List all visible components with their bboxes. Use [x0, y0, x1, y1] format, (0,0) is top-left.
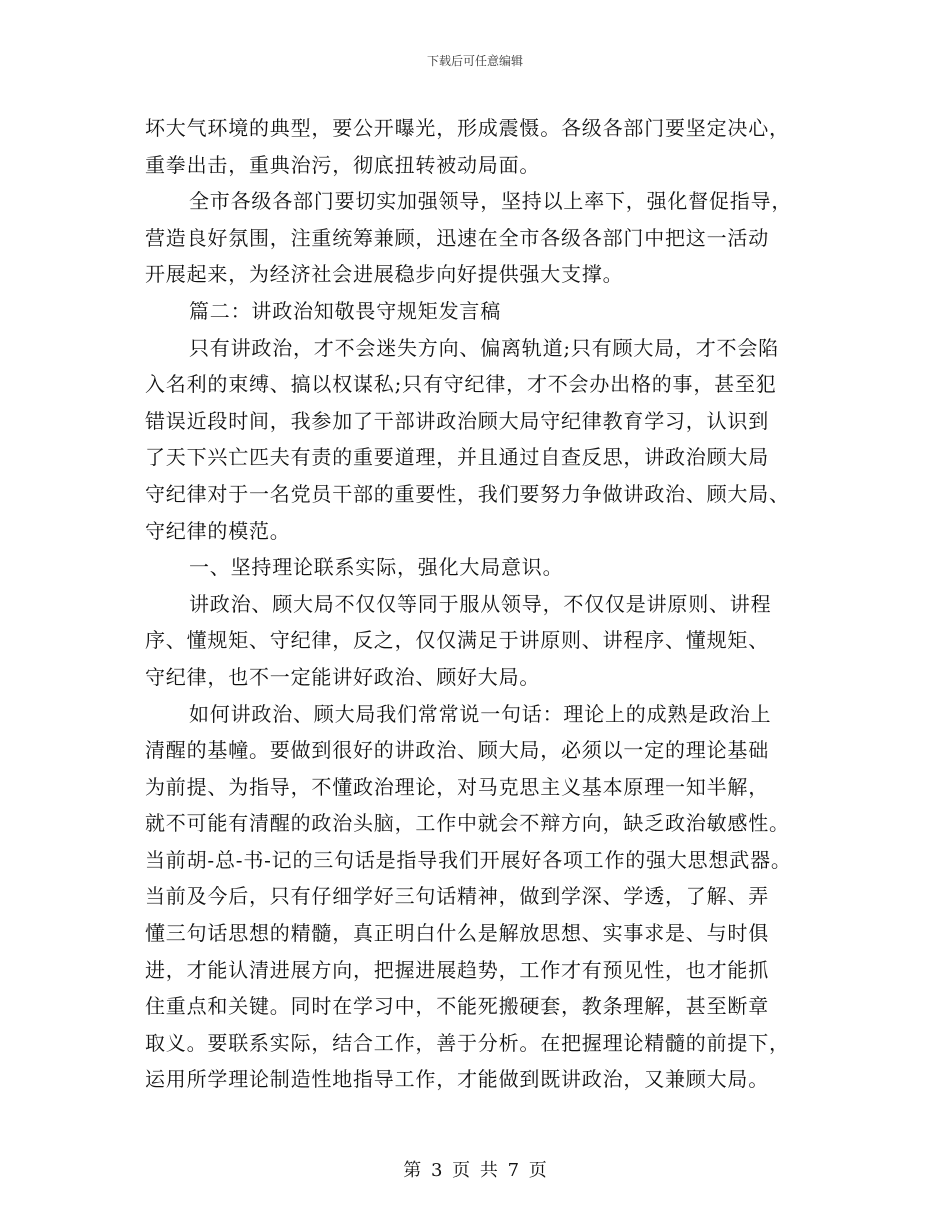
text-line: 重拳出击，重典治污，彻底扭转被动局面。	[145, 152, 541, 177]
text-line: 住重点和关键。同时在学习中，不能死搬硬套，教条理解，甚至断章	[145, 994, 769, 1019]
text-line: 开展起来，为经济社会进展稳步向好提供强大支撑。	[145, 262, 624, 287]
text-line: 营造良好氛围，注重统筹兼顾，迅速在全市各级各部门中把这一活动	[145, 225, 769, 250]
text-line: 为前提、为指导，不懂政治理论，对马克思主义基本原理一知半解，	[145, 774, 769, 799]
text-line: 当前胡-总-书-记的三句话是指导我们开展好各项工作的强大思想武器。	[145, 847, 792, 872]
text-line: 进，才能认清进展方向，把握进展趋势，工作才有预见性，也才能抓	[145, 957, 769, 982]
text-line: 守纪律，也不一定能讲好政治、顾好大局。	[145, 664, 541, 689]
page-footer: 第 3 页 共 7 页	[403, 1160, 547, 1181]
text-line: 序、懂规矩、守纪律，反之，仅仅满足于讲原则、讲程序、懂规矩、	[145, 628, 769, 653]
text-line: 清醒的基幢。要做到很好的讲政治、顾大局，必须以一定的理论基础	[145, 738, 769, 763]
page-header: 下载后可任意编辑	[426, 54, 523, 68]
text-line: 懂三句话思想的精髓，真正明白什么是解放思想、实事求是、与时俱	[145, 921, 769, 946]
text-line: 如何讲政治、顾大局我们常常说一句话：理论上的成熟是政治上	[189, 701, 772, 726]
subsection-heading: 一、坚持理论联系实际，强化大局意识。	[189, 555, 564, 580]
section-heading: 篇二：讲政治知敬畏守规矩发言稿	[189, 298, 501, 323]
document-body	[145, 110, 825, 1098]
text-line: 守纪律对于一名党员干部的重要性，我们要努力争做讲政治、顾大局、	[145, 481, 790, 506]
text-line: 入名利的束缚、搞以权谋私;只有守纪律，才不会办出格的事，甚至犯	[145, 372, 777, 397]
text-line: 了天下兴亡匹夫有责的重要道理，并且通过自查反思，讲政治顾大局	[145, 445, 769, 470]
text-line: 守纪律的模范。	[145, 518, 291, 543]
text-line: 运用所学理论制造性地指导工作，才能做到既讲政治，又兼顾大局。	[145, 1067, 769, 1092]
text-line: 讲政治、顾大局不仅仅等同于服从领导，不仅仅是讲原则、讲程	[189, 591, 772, 616]
text-line: 全市各级各部门要切实加强领导，坚持以上率下，强化督促指导，	[189, 189, 793, 214]
text-line: 只有讲政治，才不会迷失方向、偏离轨道;只有顾大局，才不会陷	[189, 335, 779, 360]
text-line: 就不可能有清醒的政治头脑，工作中就会不辩方向，缺乏政治敏感性。	[145, 811, 790, 836]
text-line: 当前及今后，只有仔细学好三句话精神，做到学深、学透，了解、弄	[145, 884, 769, 909]
text-line: 取义。要联系实际，结合工作，善于分析。在把握理论精髓的前提下，	[145, 1030, 790, 1055]
text-line: 错误近段时间，我参加了干部讲政治顾大局守纪律教育学习，认识到	[145, 408, 769, 433]
text-line: 坏大气环境的典型，要公开曝光，形成震慑。各级各部门要坚定决心，	[145, 116, 790, 140]
